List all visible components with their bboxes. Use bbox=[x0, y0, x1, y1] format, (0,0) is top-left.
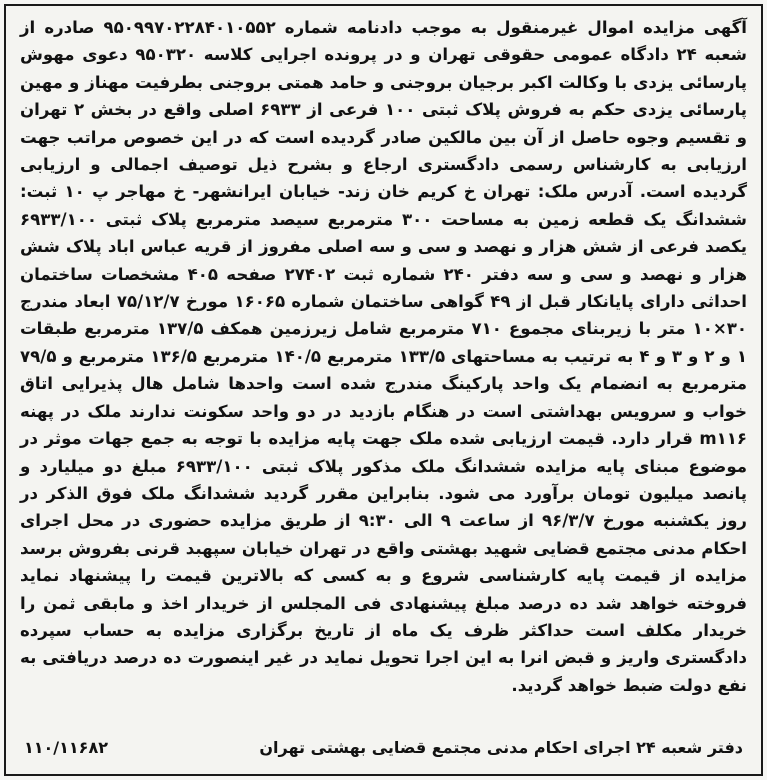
notice-footer bbox=[24, 738, 743, 762]
auction-notice-text: آگهی مزایده اموال غیرمنقول به موجب دادنامه شماره ۹۵۰۹۹۷۰۲۲۸۴۰۱۰۵۵۲ صادره از شعبه ۲۴ دادگاه عمومی حقوقی تهران و در پرونده اجرایی کلاسه ۹۵۰۳۲۰ دعوی مهوش پارسائی یزدی با وکالت اکبر برجیان بروجنی و حامد همتی بروجنی بطرفیت مهناز و مهین پارسائی یزدی حکم به فروش پلاک ثبتی ۱۰۰ فرعی از ۶۹۳۳ اصلی واقع در بخش ۲ تهران و تقسیم وجوه حاصل از آن بین مالکین صادر گردیده است که در این خصوص مراتب جهت ارزیابی به کارشناس رسمی دادگستری ارجاع و بشرح ذیل توصیف اجمالی و ارزیابی گردیده است. آدرس ملک: تهران خ کریم خان زند- خیابان ایرانشهر- خ مهاجر پ ۱۰ ثبت: ششدانگ یک قطعه زمین به مساحت ۳۰۰ مترمربع سیصد مترمربع پلاک ثبتی ۶۹۳۳/۱۰۰ یکصد فرعی از شش هزار و نهصد و سی و سه اصلی مفروز از قریه عباس اباد پلاک شش هزار و نهصد و سی و سه دفتر ۲۴۰ شماره ثبت ۲۷۴۰۲ صفحه ۴۰۵ مشخصات ساختمان احداثی دارای پایانکار قبل از ۴۹ گواهی ساختمان شماره ۱۶۰۶۵ مورخ ۷۵/۱۲/۷ ابعاد مندرج ۳۰×۱۰ متر با زیربنای مجموع ۷۱۰ مترمربع شامل زیرزمین همکف ۱۳۷/۵ مترمربع طبقات ۱ و ۲ و ۳ و ۴ به ترتیب به مساحتهای ۱۳۳/۵ مترمربع ۱۴۰/۵ مترمربع ۱۳۶/۵ مترمربع و ۷۹/۵ مترمربع به انضمام یک واحد پارکینگ مندرج شده است واحدها شامل هال پذیرایی اتاق خواب و سرویس بهداشتی است در هنگام بازدید در دو واحد سکونت ندارند ملک در پهنه m۱۱۶ قرار دارد. قیمت ارزیابی شده ملک جهت پایه مزایده با توجه به جمع جهات موثر در موضوع مبنای پایه مزایده ششدانگ ملک مذکور پلاک ثبتی ۶۹۳۳/۱۰۰ مبلغ دو میلیارد و پانصد میلیون تومان برآورد می شود. بنابراین مقرر گردید ششدانگ ملک فوق الذکر در روز یکشنبه مورخ ۹۶/۳/۷ از ساعت ۹ الی ۹:۳۰ از طریق مزایده حضوری در محل اجرای احکام مدنی مجتمع قضایی شهید بهشتی واقع در تهران خیابان سپهبد قرنی بفروش برسد مزایده از قیمت پایه کارشناسی شروع و به کسی که بالاترین قیمت را پیشنهاد نماید فروخته خواهد شد ده درصد مبلغ پیشنهادی فی المجلس از خریدار اخذ و مابقی ثمن را خریدار مکلف است حداکثر ظرف یک ماه از تاریخ برگزاری مزایده به حساب سپرده دادگستری واریز و قبض انرا به این اجرا تحویل نماید در غیر اینصورت ده درصد دریافتی به نفع دولت ضبط خواهد گردید. bbox=[20, 18, 748, 695]
notice-code: ۱۱۰/۱۱۶۸۲ bbox=[24, 738, 108, 757]
notice-frame bbox=[4, 4, 763, 776]
issuing-office: دفتر شعبه ۲۴ اجرای احکام مدنی مجتمع قضایی بهشتی تهران bbox=[259, 738, 743, 757]
